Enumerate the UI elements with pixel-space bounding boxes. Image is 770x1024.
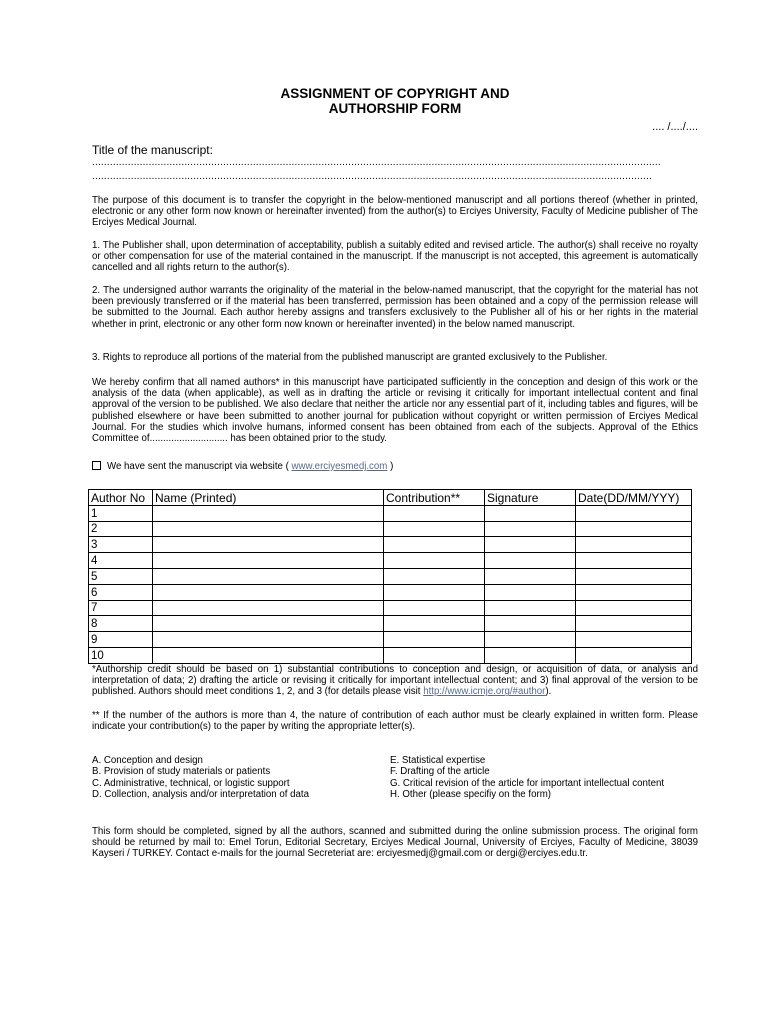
table-row (89, 600, 692, 616)
purpose-paragraph: The purpose of this document is to transfer the copyright in the below-mentioned manuscript and all portions thereof (whether in printed, electronic or any other form now known or hereinafter invented) from the author(s) to Erciyes University, Faculty of Medicine publisher of The Erciyes Medical Journal. (92, 195, 698, 229)
table-row (89, 568, 692, 584)
date-cell[interactable] (576, 616, 692, 632)
table-row (89, 537, 692, 553)
signature-cell[interactable] (485, 537, 576, 553)
contribution-cell[interactable] (384, 505, 485, 521)
contribution-footnote: ** If the number of the authors is more than 4, the nature of contribution of each author must be clearly explained in written form. Please indicate your contribution(s) to the paper by writing the appropriate letter(s). (92, 710, 698, 733)
contribution-cell[interactable] (384, 521, 485, 537)
contribution-b: B. Provision of study materials or patients (92, 766, 271, 778)
author-number: 3 (89, 537, 153, 553)
header-name: Name (Printed) (153, 490, 384, 506)
name-cell[interactable] (153, 568, 384, 584)
authors-table (88, 489, 692, 664)
date-placeholder: .... /..../.... (652, 121, 698, 133)
author-number: 1 (89, 505, 153, 521)
date-cell[interactable] (576, 647, 692, 663)
signature-cell[interactable] (485, 584, 576, 600)
title-line-2: AUTHORSHIP FORM (328, 101, 462, 116)
author-number: 2 (89, 521, 153, 537)
contribution-d: D. Collection, analysis and/or interpretation of data (92, 788, 310, 800)
clause-1: 1. The Publisher shall, upon determination of acceptability, publish a suitably edited and revised article. The author(s) shall receive no royalty or other compensation for use of the material contained in the manuscript. If the manuscript is not accepted, this agreement is automatically cancelled and all rights return to the author(s). (92, 240, 698, 274)
contribution-a: A. Conception and design (92, 755, 203, 766)
contribution-cell[interactable] (384, 568, 485, 584)
authorship-footnote-end: ). (545, 686, 552, 698)
signature-cell[interactable] (485, 568, 576, 584)
website-suffix: ) (390, 461, 394, 472)
contribution-cell[interactable] (384, 584, 485, 600)
signature-cell[interactable] (485, 553, 576, 569)
icmje-link[interactable]: http://www.icmje.org/#author (423, 686, 546, 698)
date-cell[interactable] (576, 537, 692, 553)
author-number: 7 (89, 600, 153, 616)
name-cell[interactable] (153, 584, 384, 600)
author-number: 8 (89, 616, 153, 632)
date-cell[interactable] (576, 568, 692, 584)
table-row (89, 647, 692, 663)
header-signature: Signature (485, 490, 576, 506)
contribution-cell[interactable] (384, 632, 485, 648)
name-cell[interactable] (153, 521, 384, 537)
date-cell[interactable] (576, 600, 692, 616)
website-link[interactable]: www.erciyesmedj.com (291, 461, 388, 472)
signature-cell[interactable] (485, 505, 576, 521)
table-row (89, 616, 692, 632)
manuscript-title-line-1: ............................................................................................................................................................................................... (92, 157, 661, 168)
website-prefix: We have sent the manuscript via website ( (107, 461, 289, 472)
name-cell[interactable] (153, 632, 384, 648)
name-cell[interactable] (153, 600, 384, 616)
signature-cell[interactable] (485, 616, 576, 632)
clause-3: 3. Rights to reproduce all portions of the material from the published manuscript are granted exclusively to the Publisher. (92, 352, 608, 363)
contribution-list-right (390, 755, 664, 800)
website-line (92, 461, 393, 472)
signature-cell[interactable] (485, 521, 576, 537)
table-row (89, 505, 692, 521)
date-cell[interactable] (576, 553, 692, 569)
website-checkbox[interactable] (92, 461, 101, 470)
contribution-f: F. Drafting of the article (390, 766, 490, 778)
table-row (89, 521, 692, 537)
signature-cell[interactable] (485, 632, 576, 648)
name-cell[interactable] (153, 537, 384, 553)
contribution-cell[interactable] (384, 647, 485, 663)
author-number: 4 (89, 553, 153, 569)
contribution-list-left (92, 755, 309, 800)
manuscript-title-line-2: ............................................................................................................................................................................................ (92, 171, 652, 182)
contribution-c: C. Administrative, technical, or logistic support (92, 777, 290, 789)
manuscript-title-label: Title of the manuscript: (92, 143, 213, 157)
author-number: 10 (89, 647, 153, 663)
date-cell[interactable] (576, 505, 692, 521)
signature-cell[interactable] (485, 600, 576, 616)
contribution-h: H. Other (please specifiy on the form) (390, 788, 551, 800)
date-cell[interactable] (576, 521, 692, 537)
contribution-cell[interactable] (384, 600, 485, 616)
contribution-cell[interactable] (384, 553, 485, 569)
closing-paragraph: This form should be completed, signed by all the authors, scanned and submitted during the online submission process. The original form should be returned by mail to: Emel Torun, Editorial Secretary, Erciyes Medical Journal, University of Erciyes, Faculty of Medicine, 38039 Kayseri / TURKEY. Contact e-mails for the journal Secreteriat are: erciyesmedj@gmail.com or dergi@erciyes.edu.tr. (92, 826, 698, 860)
header-contribution: Contribution** (384, 490, 485, 506)
form-title (0, 86, 770, 116)
contribution-cell[interactable] (384, 616, 485, 632)
contribution-cell[interactable] (384, 537, 485, 553)
header-author-no: Author No (89, 490, 153, 506)
date-cell[interactable] (576, 584, 692, 600)
name-cell[interactable] (153, 616, 384, 632)
author-number: 9 (89, 632, 153, 648)
clause-2: 2. The undersigned author warrants the originality of the material in the below-named manuscript, that the copyright for the material has not been previously transferred or if the material has been transferred, permission has been obtained and a copy of the permission release will be submitted to the Journal. Each author hereby assigns and transfers exclusively to the Publisher all of his or her rights in the material whether in print, electronic or any other form now known or hereinafter invented) in the below named manuscript. (92, 285, 698, 330)
title-line-1: ASSIGNMENT OF COPYRIGHT AND (280, 86, 510, 101)
table-row (89, 632, 692, 648)
table-row (89, 553, 692, 569)
signature-cell[interactable] (485, 647, 576, 663)
name-cell[interactable] (153, 553, 384, 569)
author-number: 6 (89, 584, 153, 600)
table-header-row (89, 490, 692, 506)
date-cell[interactable] (576, 632, 692, 648)
confirmation-paragraph: We hereby confirm that all named authors* in this manuscript have participated sufficiently in the conception and design of this work or the analysis of the data (when applicable), as well as in drafting the article or revising it critically for important intellectual content and final approval of the version to be published. We also declare that neither the article nor any essential part of it, including tables and figures, will be published elsewhere or have been submitted to another journal for publication without copyright or written permission of Erciyes Medical Journal. For the studies which involve humans, informed consent has been obtained from each of the subjects. Approval of the Ethics Committee of............................. has been obtained prior to the study. (92, 377, 698, 445)
header-date: Date(DD/MM/YYY) (576, 490, 692, 506)
contribution-e: E. Statistical expertise (390, 755, 486, 766)
authorship-footnote-text: *Authorship credit should be based on 1) substantial contributions to conception and design, or acquisition of data, or analysis and interpretation of data; 2) drafting the article or revising it critically for important intellectual content; and 3) final approval of the version to be published. Authors should meet conditions 1, 2, and 3 (for details please visit (92, 664, 698, 698)
authorship-footnote (92, 664, 698, 698)
contribution-g: G. Critical revision of the article for important intellectual content (390, 777, 665, 789)
name-cell[interactable] (153, 647, 384, 663)
table-row (89, 584, 692, 600)
name-cell[interactable] (153, 505, 384, 521)
author-number: 5 (89, 568, 153, 584)
